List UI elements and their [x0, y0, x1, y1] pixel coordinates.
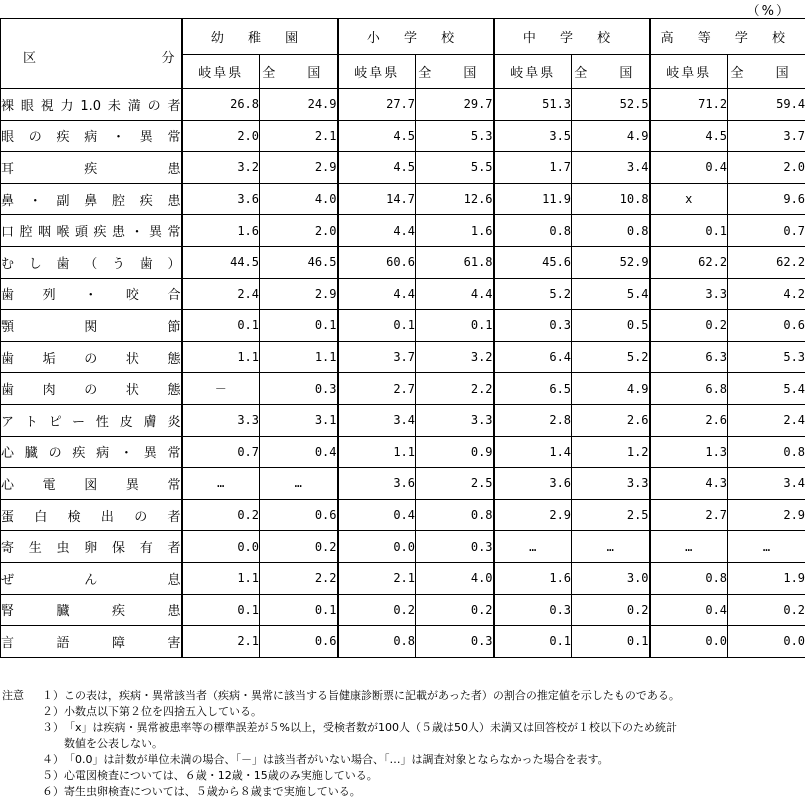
cell-gifu: 4.4 — [338, 215, 416, 247]
row-label: 鼻・副鼻腔疾患 — [1, 183, 182, 215]
cell-gifu: 2.8 — [494, 404, 572, 436]
table-row — [1, 594, 805, 626]
subheader-national: 全 国 — [260, 55, 338, 89]
cell-gifu: 3.3 — [650, 278, 728, 310]
cell-national: 0.3 — [416, 531, 494, 563]
cell-gifu: 6.3 — [650, 341, 728, 373]
note-text: 寄生虫卵検査については、５歳から８歳まで実施している。 — [64, 785, 361, 798]
cell-national: 4.0 — [260, 183, 338, 215]
cell-national: 0.2 — [260, 531, 338, 563]
table-row — [1, 404, 805, 436]
subheader-gifu: 岐阜県 — [650, 55, 728, 89]
cell-gifu: 0.2 — [182, 499, 260, 531]
cell-national: 4.0 — [416, 562, 494, 594]
cell-gifu: 1.4 — [494, 436, 572, 468]
row-label: 口腔咽喉頭疾患・異常 — [1, 215, 182, 247]
level-header-kindergarten: 幼 稚 園 — [182, 19, 338, 55]
note-heading — [2, 720, 42, 736]
cell-national: 46.5 — [260, 246, 338, 278]
table-row — [1, 499, 805, 531]
cell-gifu: 0.0 — [338, 531, 416, 563]
row-label: アトピー性皮膚炎 — [1, 404, 182, 436]
note-item — [2, 688, 680, 704]
cell-gifu: 2.7 — [338, 373, 416, 405]
cell-national: 29.7 — [416, 89, 494, 121]
cell-gifu: 0.2 — [338, 594, 416, 626]
cell-national: 4.2 — [728, 278, 805, 310]
disease-rate-table — [0, 18, 805, 658]
level-header-high-school: 高 等 学 校 — [650, 19, 805, 55]
row-label: 耳疾患 — [1, 152, 182, 184]
cell-national: 0.3 — [416, 626, 494, 658]
cell-gifu: 2.6 — [650, 404, 728, 436]
note-item — [2, 752, 680, 768]
cell-gifu: 0.1 — [182, 310, 260, 342]
cell-national: 0.2 — [416, 594, 494, 626]
cell-gifu: 51.3 — [494, 89, 572, 121]
row-label: 腎臓疾患 — [1, 594, 182, 626]
note-number: ２） — [42, 705, 64, 718]
cell-gifu: 3.5 — [494, 120, 572, 152]
row-label: 歯肉の状態 — [1, 373, 182, 405]
cell-gifu: 3.3 — [182, 404, 260, 436]
note-number: ４） — [42, 753, 64, 766]
cell-national: 0.8 — [416, 499, 494, 531]
cell-gifu: 0.4 — [650, 594, 728, 626]
cell-gifu: 2.9 — [494, 499, 572, 531]
cell-gifu: 0.1 — [182, 594, 260, 626]
cell-national: 10.8 — [572, 183, 650, 215]
cell-gifu: x — [650, 183, 728, 215]
cell-gifu: 4.5 — [338, 120, 416, 152]
unit-label: （%） — [746, 4, 791, 19]
cell-national: 9.6 — [728, 183, 805, 215]
cell-national: 1.9 — [728, 562, 805, 594]
cell-gifu: 0.8 — [650, 562, 728, 594]
cell-national: 2.2 — [260, 562, 338, 594]
row-label: 言語障害 — [1, 626, 182, 658]
cell-national: 3.0 — [572, 562, 650, 594]
cell-national: 0.5 — [572, 310, 650, 342]
cell-national: 2.4 — [728, 404, 805, 436]
cell-national: 4.9 — [572, 373, 650, 405]
table-row — [1, 373, 805, 405]
cell-national: 0.6 — [260, 499, 338, 531]
table-row — [1, 278, 805, 310]
cell-gifu: 0.0 — [650, 626, 728, 658]
cell-gifu: 6.8 — [650, 373, 728, 405]
cell-national: 1.2 — [572, 436, 650, 468]
cell-gifu: 1.1 — [338, 436, 416, 468]
cell-national: 0.1 — [260, 594, 338, 626]
cell-national: … — [572, 531, 650, 563]
cell-national: 2.9 — [728, 499, 805, 531]
cell-national: 0.8 — [572, 215, 650, 247]
level-header-junior-high: 中 学 校 — [494, 19, 650, 55]
cell-national: 2.5 — [416, 468, 494, 500]
cell-national: 24.9 — [260, 89, 338, 121]
cell-national: 0.2 — [572, 594, 650, 626]
note-number: １） — [42, 689, 64, 702]
row-label: 心電図異常 — [1, 468, 182, 500]
table-row — [1, 341, 805, 373]
cell-national: 1.6 — [416, 215, 494, 247]
cell-gifu: 1.1 — [182, 341, 260, 373]
note-item — [2, 704, 680, 720]
row-label: 歯列・咬合 — [1, 278, 182, 310]
cell-gifu: 60.6 — [338, 246, 416, 278]
note-text: 「x」は疾病・異常被患率等の標準誤差が５%以上，受検者数が100人（５歳は50人）未満又は回答校が１校以下のため統計 — [64, 721, 677, 734]
cell-gifu: 2.0 — [182, 120, 260, 152]
cell-gifu: 1.7 — [494, 152, 572, 184]
note-heading — [2, 768, 42, 784]
cell-national: 3.7 — [728, 120, 805, 152]
note-heading — [2, 704, 42, 720]
cell-national: 59.4 — [728, 89, 805, 121]
row-label: 心臓の疾病・異常 — [1, 436, 182, 468]
cell-gifu: … — [182, 468, 260, 500]
cell-national: 12.6 — [416, 183, 494, 215]
subheader-national: 全 国 — [572, 55, 650, 89]
cell-gifu: 3.7 — [338, 341, 416, 373]
cell-national: 0.4 — [260, 436, 338, 468]
cell-national: 2.2 — [416, 373, 494, 405]
cell-gifu: 0.3 — [494, 594, 572, 626]
row-label: 歯垢の状態 — [1, 341, 182, 373]
note-number: ５） — [42, 769, 64, 782]
category-header — [1, 19, 182, 89]
cell-national: 0.8 — [728, 436, 805, 468]
cell-gifu: 4.4 — [338, 278, 416, 310]
table-row — [1, 89, 805, 121]
cell-gifu: 3.6 — [182, 183, 260, 215]
cell-gifu: 71.2 — [650, 89, 728, 121]
cell-gifu: 1.6 — [494, 562, 572, 594]
cell-national: 2.9 — [260, 152, 338, 184]
cell-national: 3.2 — [416, 341, 494, 373]
table-row — [1, 468, 805, 500]
cell-national: 3.3 — [416, 404, 494, 436]
cell-national: 1.1 — [260, 341, 338, 373]
cell-gifu: 0.4 — [338, 499, 416, 531]
row-label: 眼の疾病・異常 — [1, 120, 182, 152]
table-row — [1, 183, 805, 215]
cell-gifu: 0.0 — [182, 531, 260, 563]
cell-national: 2.5 — [572, 499, 650, 531]
table-row — [1, 120, 805, 152]
cell-national: 0.2 — [728, 594, 805, 626]
cell-gifu: 3.6 — [494, 468, 572, 500]
cell-gifu: … — [494, 531, 572, 563]
cell-gifu: 6.4 — [494, 341, 572, 373]
cell-national: 5.4 — [728, 373, 805, 405]
table-row — [1, 310, 805, 342]
cell-gifu: 0.4 — [650, 152, 728, 184]
cell-national: 4.4 — [416, 278, 494, 310]
cell-national: 2.0 — [728, 152, 805, 184]
cell-gifu: 5.2 — [494, 278, 572, 310]
table-row — [1, 562, 805, 594]
cell-national: 2.9 — [260, 278, 338, 310]
cell-gifu: 0.1 — [650, 215, 728, 247]
cell-gifu: 1.6 — [182, 215, 260, 247]
subheader-national: 全 国 — [728, 55, 805, 89]
note-text: この表は，疾病・異常該当者（疾病・異常に該当する旨健康診断票に記載があった者）の割合の推定値を示したものである。 — [64, 689, 680, 702]
cell-gifu: 14.7 — [338, 183, 416, 215]
cell-national: 0.1 — [260, 310, 338, 342]
cell-gifu: 0.1 — [338, 310, 416, 342]
row-label: 寄生虫卵保有者 — [1, 531, 182, 563]
cell-national: 3.3 — [572, 468, 650, 500]
row-label: 裸眼視力1.0未満の者 — [1, 89, 182, 121]
cell-national: 0.0 — [728, 626, 805, 658]
note-item — [2, 784, 680, 800]
cell-gifu: 0.2 — [650, 310, 728, 342]
cell-national: 52.9 — [572, 246, 650, 278]
subheader-gifu: 岐阜県 — [182, 55, 260, 89]
cell-national: 5.3 — [728, 341, 805, 373]
row-label: 顎関節 — [1, 310, 182, 342]
cell-gifu: 0.8 — [494, 215, 572, 247]
cell-national: 0.3 — [260, 373, 338, 405]
cell-national: … — [260, 468, 338, 500]
cell-national: 5.3 — [416, 120, 494, 152]
cell-national: 3.4 — [572, 152, 650, 184]
subheader-gifu: 岐阜県 — [494, 55, 572, 89]
note-text: 小数点以下第２位を四捨五入している。 — [64, 705, 262, 718]
note-number: ３） — [42, 721, 64, 734]
cell-national: 5.2 — [572, 341, 650, 373]
cell-gifu: 2.1 — [338, 562, 416, 594]
cell-gifu: 3.2 — [182, 152, 260, 184]
note-item — [2, 736, 680, 752]
cell-national: 2.6 — [572, 404, 650, 436]
cell-gifu: 44.5 — [182, 246, 260, 278]
cell-gifu: 4.3 — [650, 468, 728, 500]
cell-gifu: － — [182, 373, 260, 405]
table-row — [1, 531, 805, 563]
note-item — [2, 720, 680, 736]
cell-national: 4.9 — [572, 120, 650, 152]
cell-gifu: 62.2 — [650, 246, 728, 278]
notes — [2, 688, 680, 800]
cell-gifu: 0.8 — [338, 626, 416, 658]
table-row — [1, 246, 805, 278]
cell-gifu: 2.1 — [182, 626, 260, 658]
cell-gifu: 0.7 — [182, 436, 260, 468]
cell-gifu: 3.4 — [338, 404, 416, 436]
cell-gifu: 3.6 — [338, 468, 416, 500]
cell-gifu: 2.7 — [650, 499, 728, 531]
cell-national: 2.0 — [260, 215, 338, 247]
table-row — [1, 152, 805, 184]
cell-national: 52.5 — [572, 89, 650, 121]
cell-gifu: 4.5 — [338, 152, 416, 184]
level-header-elementary: 小 学 校 — [338, 19, 494, 55]
table-row — [1, 215, 805, 247]
note-text: 「0.0」は計数が単位未満の場合、「－」は該当者がいない場合、「…」は調査対象とならなかった場合を表す。 — [64, 753, 609, 766]
subheader-gifu: 岐阜県 — [338, 55, 416, 89]
cell-gifu: 11.9 — [494, 183, 572, 215]
note-text: 心電図検査については、６歳・12歳・15歳のみ実施している。 — [64, 769, 378, 782]
cell-gifu: 45.6 — [494, 246, 572, 278]
cell-national: 0.6 — [728, 310, 805, 342]
cell-national: 0.1 — [416, 310, 494, 342]
cell-national: 3.1 — [260, 404, 338, 436]
note-heading — [2, 752, 42, 768]
cell-national: 0.1 — [572, 626, 650, 658]
cell-national: 2.1 — [260, 120, 338, 152]
cell-gifu: 2.4 — [182, 278, 260, 310]
cell-national: 0.9 — [416, 436, 494, 468]
cell-national: … — [728, 531, 805, 563]
cell-gifu: 6.5 — [494, 373, 572, 405]
cell-gifu: … — [650, 531, 728, 563]
cell-gifu: 1.3 — [650, 436, 728, 468]
note-text: 数値を公表しない。 — [64, 737, 163, 750]
note-number: ６） — [42, 785, 64, 798]
category-header-left: 区 — [23, 51, 37, 66]
cell-national: 62.2 — [728, 246, 805, 278]
subheader-national: 全 国 — [416, 55, 494, 89]
cell-gifu: 1.1 — [182, 562, 260, 594]
cell-national: 61.8 — [416, 246, 494, 278]
note-heading — [2, 784, 42, 800]
cell-national: 3.4 — [728, 468, 805, 500]
cell-gifu: 0.3 — [494, 310, 572, 342]
row-label: ぜん息 — [1, 562, 182, 594]
table-row — [1, 436, 805, 468]
note-item — [2, 768, 680, 784]
cell-gifu: 4.5 — [650, 120, 728, 152]
category-header-right: 分 — [161, 51, 175, 66]
cell-national: 5.4 — [572, 278, 650, 310]
cell-national: 5.5 — [416, 152, 494, 184]
cell-gifu: 0.1 — [494, 626, 572, 658]
cell-gifu: 27.7 — [338, 89, 416, 121]
cell-national: 0.7 — [728, 215, 805, 247]
table-row — [1, 626, 805, 658]
cell-gifu: 26.8 — [182, 89, 260, 121]
row-label: むし歯（う歯） — [1, 246, 182, 278]
note-heading: 注意 — [2, 689, 24, 702]
cell-national: 0.6 — [260, 626, 338, 658]
row-label: 蛋白検出の者 — [1, 499, 182, 531]
